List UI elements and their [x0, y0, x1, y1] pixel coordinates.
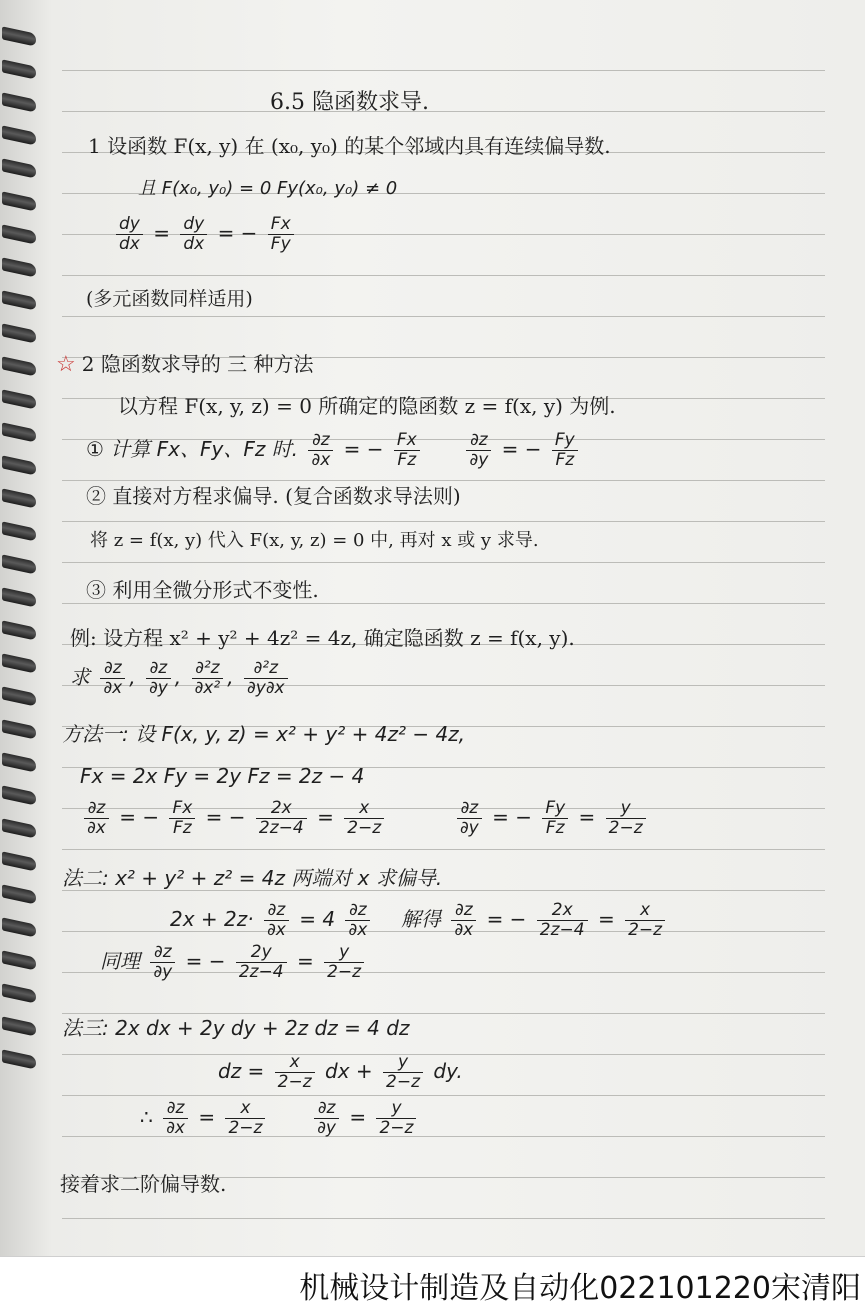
frac-num: ∂z	[457, 800, 482, 819]
ruled-line	[62, 316, 825, 317]
equals: =	[198, 1105, 216, 1129]
equals: = −	[119, 805, 160, 829]
spiral-coil	[2, 191, 36, 211]
spiral-coil	[2, 686, 36, 706]
ruled-line	[62, 1218, 825, 1219]
frac-num: 2x	[537, 902, 588, 921]
frac-den: ∂x	[266, 920, 286, 940]
page-title: 6.5 隐函数求导.	[270, 90, 429, 115]
ruled-line	[62, 275, 825, 276]
spiral-coil	[2, 125, 36, 145]
spiral-coil	[2, 521, 36, 541]
frac-den: ∂y	[459, 818, 479, 838]
frac-num: x	[625, 902, 665, 921]
method-two-line1: 法二: x² + y² + z² = 4z 两端对 x 求偏导.	[62, 866, 443, 890]
frac-num: ∂²z	[244, 660, 288, 679]
method-three-line3	[140, 1100, 420, 1137]
method-one-line1: 方法一: 设 F(x, y, z) = x² + y² + 4z² − 4z,	[62, 722, 466, 746]
frac-num: ∂z	[163, 1100, 188, 1119]
frac-den: Fz	[173, 818, 192, 838]
example-line2: 求 $\frac{\partial z}{\partial x}$ , $\frac{\partial z}{\partial y}$ , $\frac{\text{∂²z}}{\text{∂x²}}$ , $\frac{\text{∂²z}}{\partial y\partial x}$	[70, 660, 292, 697]
frac-num: y	[324, 944, 364, 963]
frac-den: ∂x²	[194, 678, 221, 698]
frac-num: ∂z	[84, 800, 109, 819]
method2-detail: 将 z = f(x, y) 代入 F(x, y, z) = 0 中, 再对 x 或 y 求导.	[90, 530, 539, 551]
spiral-coil	[2, 851, 36, 871]
frac-den: dx	[119, 234, 140, 254]
frac-num: ∂z	[451, 902, 476, 921]
star-icon: ☆	[56, 352, 76, 377]
equals: =	[578, 805, 596, 829]
frac-num: y	[383, 1054, 423, 1073]
ruled-line	[62, 562, 825, 563]
frac-num: x	[225, 1100, 265, 1119]
frac-den: 2z−4	[238, 962, 284, 982]
example-line1: 例: 设方程 x² + y² + 4z² = 4z, 确定隐函数 z = f(x, y).	[70, 626, 575, 650]
spiral-coil	[2, 257, 36, 277]
spiral-coil	[2, 224, 36, 244]
method-two-line3	[100, 944, 368, 981]
frac-num: y	[606, 800, 646, 819]
equals: = −	[492, 805, 532, 829]
spiral-coil	[2, 323, 36, 343]
frac-den: ∂x	[348, 920, 368, 940]
ruled-line	[62, 70, 825, 71]
expr-text: dx +	[325, 1059, 373, 1083]
frac-den: ∂x	[311, 450, 331, 470]
section1-formula	[112, 216, 298, 253]
frac-den: ∂x	[454, 920, 474, 940]
spiral-coil	[2, 653, 36, 673]
section2-intro: 以方程 F(x, y, z) = 0 所确定的隐函数 z = f(x, y) 为例.	[118, 394, 616, 418]
frac-den: 2−z	[628, 920, 663, 940]
frac-num: ∂z	[345, 902, 370, 921]
equals: =	[296, 949, 314, 973]
frac-num: ∂z	[146, 660, 171, 679]
frac-num: dy	[116, 216, 143, 235]
spiral-coil	[2, 950, 36, 970]
spiral-coil	[2, 752, 36, 772]
spiral-coil	[2, 290, 36, 310]
section1-line2: 且 F(x₀, y₀) = 0 Fy(x₀, y₀) ≠ 0	[138, 178, 398, 199]
method1-row	[86, 432, 582, 469]
frac-den: 2z−4	[539, 920, 585, 940]
frac-den: 2−z	[379, 1118, 414, 1138]
frac-den: ∂y	[469, 450, 489, 470]
frac-num: 2y	[236, 944, 287, 963]
expr-text: 2x + 2z·	[170, 907, 254, 931]
expr-text: dy.	[433, 1059, 463, 1083]
equals: = −	[217, 221, 258, 245]
ruled-line	[62, 111, 825, 112]
frac-den: 2−z	[608, 818, 643, 838]
equals: = −	[185, 949, 226, 973]
spiral-coil	[2, 1016, 36, 1036]
spiral-coil	[2, 455, 36, 475]
spiral-coil	[2, 158, 36, 178]
footer-caption: 机械设计制造及自动化022101220宋清阳	[299, 1271, 861, 1306]
frac-den: 2−z	[327, 962, 362, 982]
frac-den: Fz	[397, 450, 417, 470]
frac-den: ∂x	[166, 1118, 185, 1138]
spiral-coil	[2, 983, 36, 1003]
method-one-line3	[80, 800, 650, 837]
spiral-coil	[2, 884, 36, 904]
spiral-coil	[2, 356, 36, 376]
frac-num: Fx	[394, 432, 420, 451]
equals: =	[153, 221, 170, 245]
ruled-line	[62, 849, 825, 850]
spiral-coil	[2, 620, 36, 640]
equals: = −	[486, 907, 527, 931]
frac-den: dx	[183, 234, 205, 254]
ruled-line	[62, 1013, 825, 1014]
spiral-coil	[2, 488, 36, 508]
expr-text: dz =	[218, 1059, 265, 1083]
frac-num: Fx	[268, 216, 294, 235]
section1-line1: 1 设函数 F(x, y) 在 (x₀, y₀) 的某个邻域内具有连续偏导数.	[88, 134, 611, 158]
method-two-line2	[170, 902, 669, 939]
spiral-coil	[2, 719, 36, 739]
frac-num: x	[344, 800, 384, 819]
solve-label: 解得	[400, 907, 441, 931]
closing-line: 接着求二阶偏导数.	[60, 1172, 227, 1196]
frac-den: ∂y	[148, 678, 168, 698]
method-one-line2: Fx = 2x Fy = 2y Fz = 2z − 4	[80, 764, 365, 788]
ruled-line	[62, 521, 825, 522]
method2-title: ② 直接对方程求偏导. (复合函数求导法则)	[86, 484, 461, 508]
equals: =	[597, 907, 615, 931]
frac-den: ∂y	[317, 1118, 336, 1138]
expr-text: = 4	[299, 907, 336, 931]
frac-den: 2z−4	[258, 818, 304, 838]
spiral-binding	[0, 30, 40, 1090]
frac-den: 2−z	[277, 1072, 312, 1092]
frac-den: Fz	[555, 450, 575, 470]
spiral-coil	[2, 92, 36, 112]
frac-den: 2−z	[228, 1118, 263, 1138]
section2-title-row	[56, 354, 314, 376]
frac-num: dy	[180, 216, 207, 235]
frac-num: ∂z	[100, 660, 125, 679]
spiral-coil	[2, 917, 36, 937]
method-three-line2	[218, 1054, 463, 1091]
frac-num: 2x	[256, 800, 307, 819]
spiral-coil	[2, 818, 36, 838]
spiral-coil	[2, 389, 36, 409]
section1-note: (多元函数同样适用)	[86, 288, 253, 310]
spiral-coil	[2, 1049, 36, 1069]
ruled-line	[62, 480, 825, 481]
footer-banner	[0, 1256, 865, 1309]
frac-den: ∂x	[87, 818, 106, 838]
frac-den: ∂y	[153, 962, 173, 982]
equals: =	[317, 805, 334, 829]
equals: = −	[501, 437, 542, 461]
frac-num: Fy	[542, 800, 568, 819]
frac-num: ∂z	[150, 944, 175, 963]
frac-num: y	[376, 1100, 416, 1119]
spiral-coil	[2, 587, 36, 607]
frac-num: ∂z	[314, 1100, 339, 1119]
spiral-coil	[2, 59, 36, 79]
method-three-line1: 法三: 2x dx + 2y dy + 2z dz = 4 dz	[62, 1016, 410, 1040]
similarly-label: 同理	[100, 949, 140, 973]
frac-num: Fy	[552, 432, 578, 451]
therefore-symbol: ∴	[140, 1105, 153, 1129]
equals: = −	[205, 805, 246, 829]
frac-num: Fx	[169, 800, 195, 819]
frac-num: ∂z	[308, 432, 333, 451]
frac-num: x	[275, 1054, 315, 1073]
spiral-coil	[2, 26, 36, 46]
equals: = −	[343, 437, 384, 461]
frac-den: 2−z	[347, 818, 382, 838]
method3-title: ③ 利用全微分形式不变性.	[86, 578, 319, 602]
frac-num: ∂z	[466, 432, 491, 451]
frac-num: ∂²z	[192, 660, 224, 679]
frac-num: ∂z	[264, 902, 289, 921]
example-ask-label: 求	[70, 665, 90, 689]
method1-label: ① 计算 Fx、Fy、Fz 时.	[86, 437, 299, 461]
frac-den: Fz	[545, 818, 565, 838]
frac-den: 2−z	[386, 1072, 421, 1092]
spiral-coil	[2, 554, 36, 574]
ruled-line	[62, 890, 825, 891]
frac-den: ∂x	[103, 678, 123, 698]
spiral-coil	[2, 785, 36, 805]
frac-den: Fy	[270, 234, 291, 254]
ruled-line	[62, 603, 825, 604]
frac-den: ∂y∂x	[246, 678, 285, 698]
equals: =	[349, 1105, 367, 1129]
spiral-coil	[2, 422, 36, 442]
section2-title: 2 隐函数求导的 三 种方法	[81, 352, 314, 376]
ruled-line	[62, 1095, 825, 1096]
